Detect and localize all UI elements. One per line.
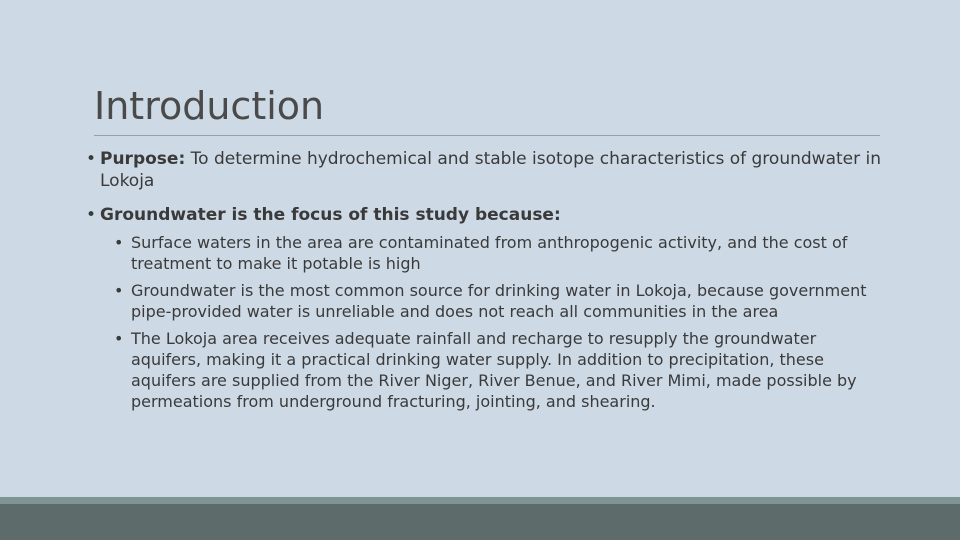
purpose-text: To determine hydrochemical and stable isotope characteristics of groundwater in Lokoja xyxy=(100,149,881,191)
bullet-icon: • xyxy=(86,149,97,169)
bullet-icon: • xyxy=(86,205,97,225)
list-item: • Surface waters in the area are contaminated from anthropogenic activity, and the cost of treatment to make it potable is high xyxy=(114,233,848,273)
purpose-label: Purpose: xyxy=(100,149,186,169)
footer-band xyxy=(0,504,960,540)
purpose-bullet xyxy=(86,148,886,192)
bullet-icon: • xyxy=(114,281,124,300)
focus-reasons-list xyxy=(100,232,886,412)
slide-title: Introduction xyxy=(94,84,325,128)
focus-label: Groundwater is the focus of this study because: xyxy=(100,205,561,225)
focus-bullet xyxy=(86,204,886,412)
footer-accent-line xyxy=(0,497,960,504)
bullet-icon: • xyxy=(114,329,124,348)
list-item: • The Lokoja area receives adequate rainfall and recharge to resupply the groundwater aquifers, making it a practical drinking water supply. In addition to precipitation, these aquifers are supplied from the River Niger, River Benue, and River Mimi, made possible by permeations from underground fracturing, jointing, and shearing. xyxy=(114,329,857,411)
title-divider xyxy=(94,135,880,136)
list-item: • Groundwater is the most common source for drinking water in Lokoja, because government pipe-provided water is unreliable and does not reach all communities in the area xyxy=(114,281,867,321)
slide-content xyxy=(86,148,886,424)
bullet-icon: • xyxy=(114,233,124,252)
